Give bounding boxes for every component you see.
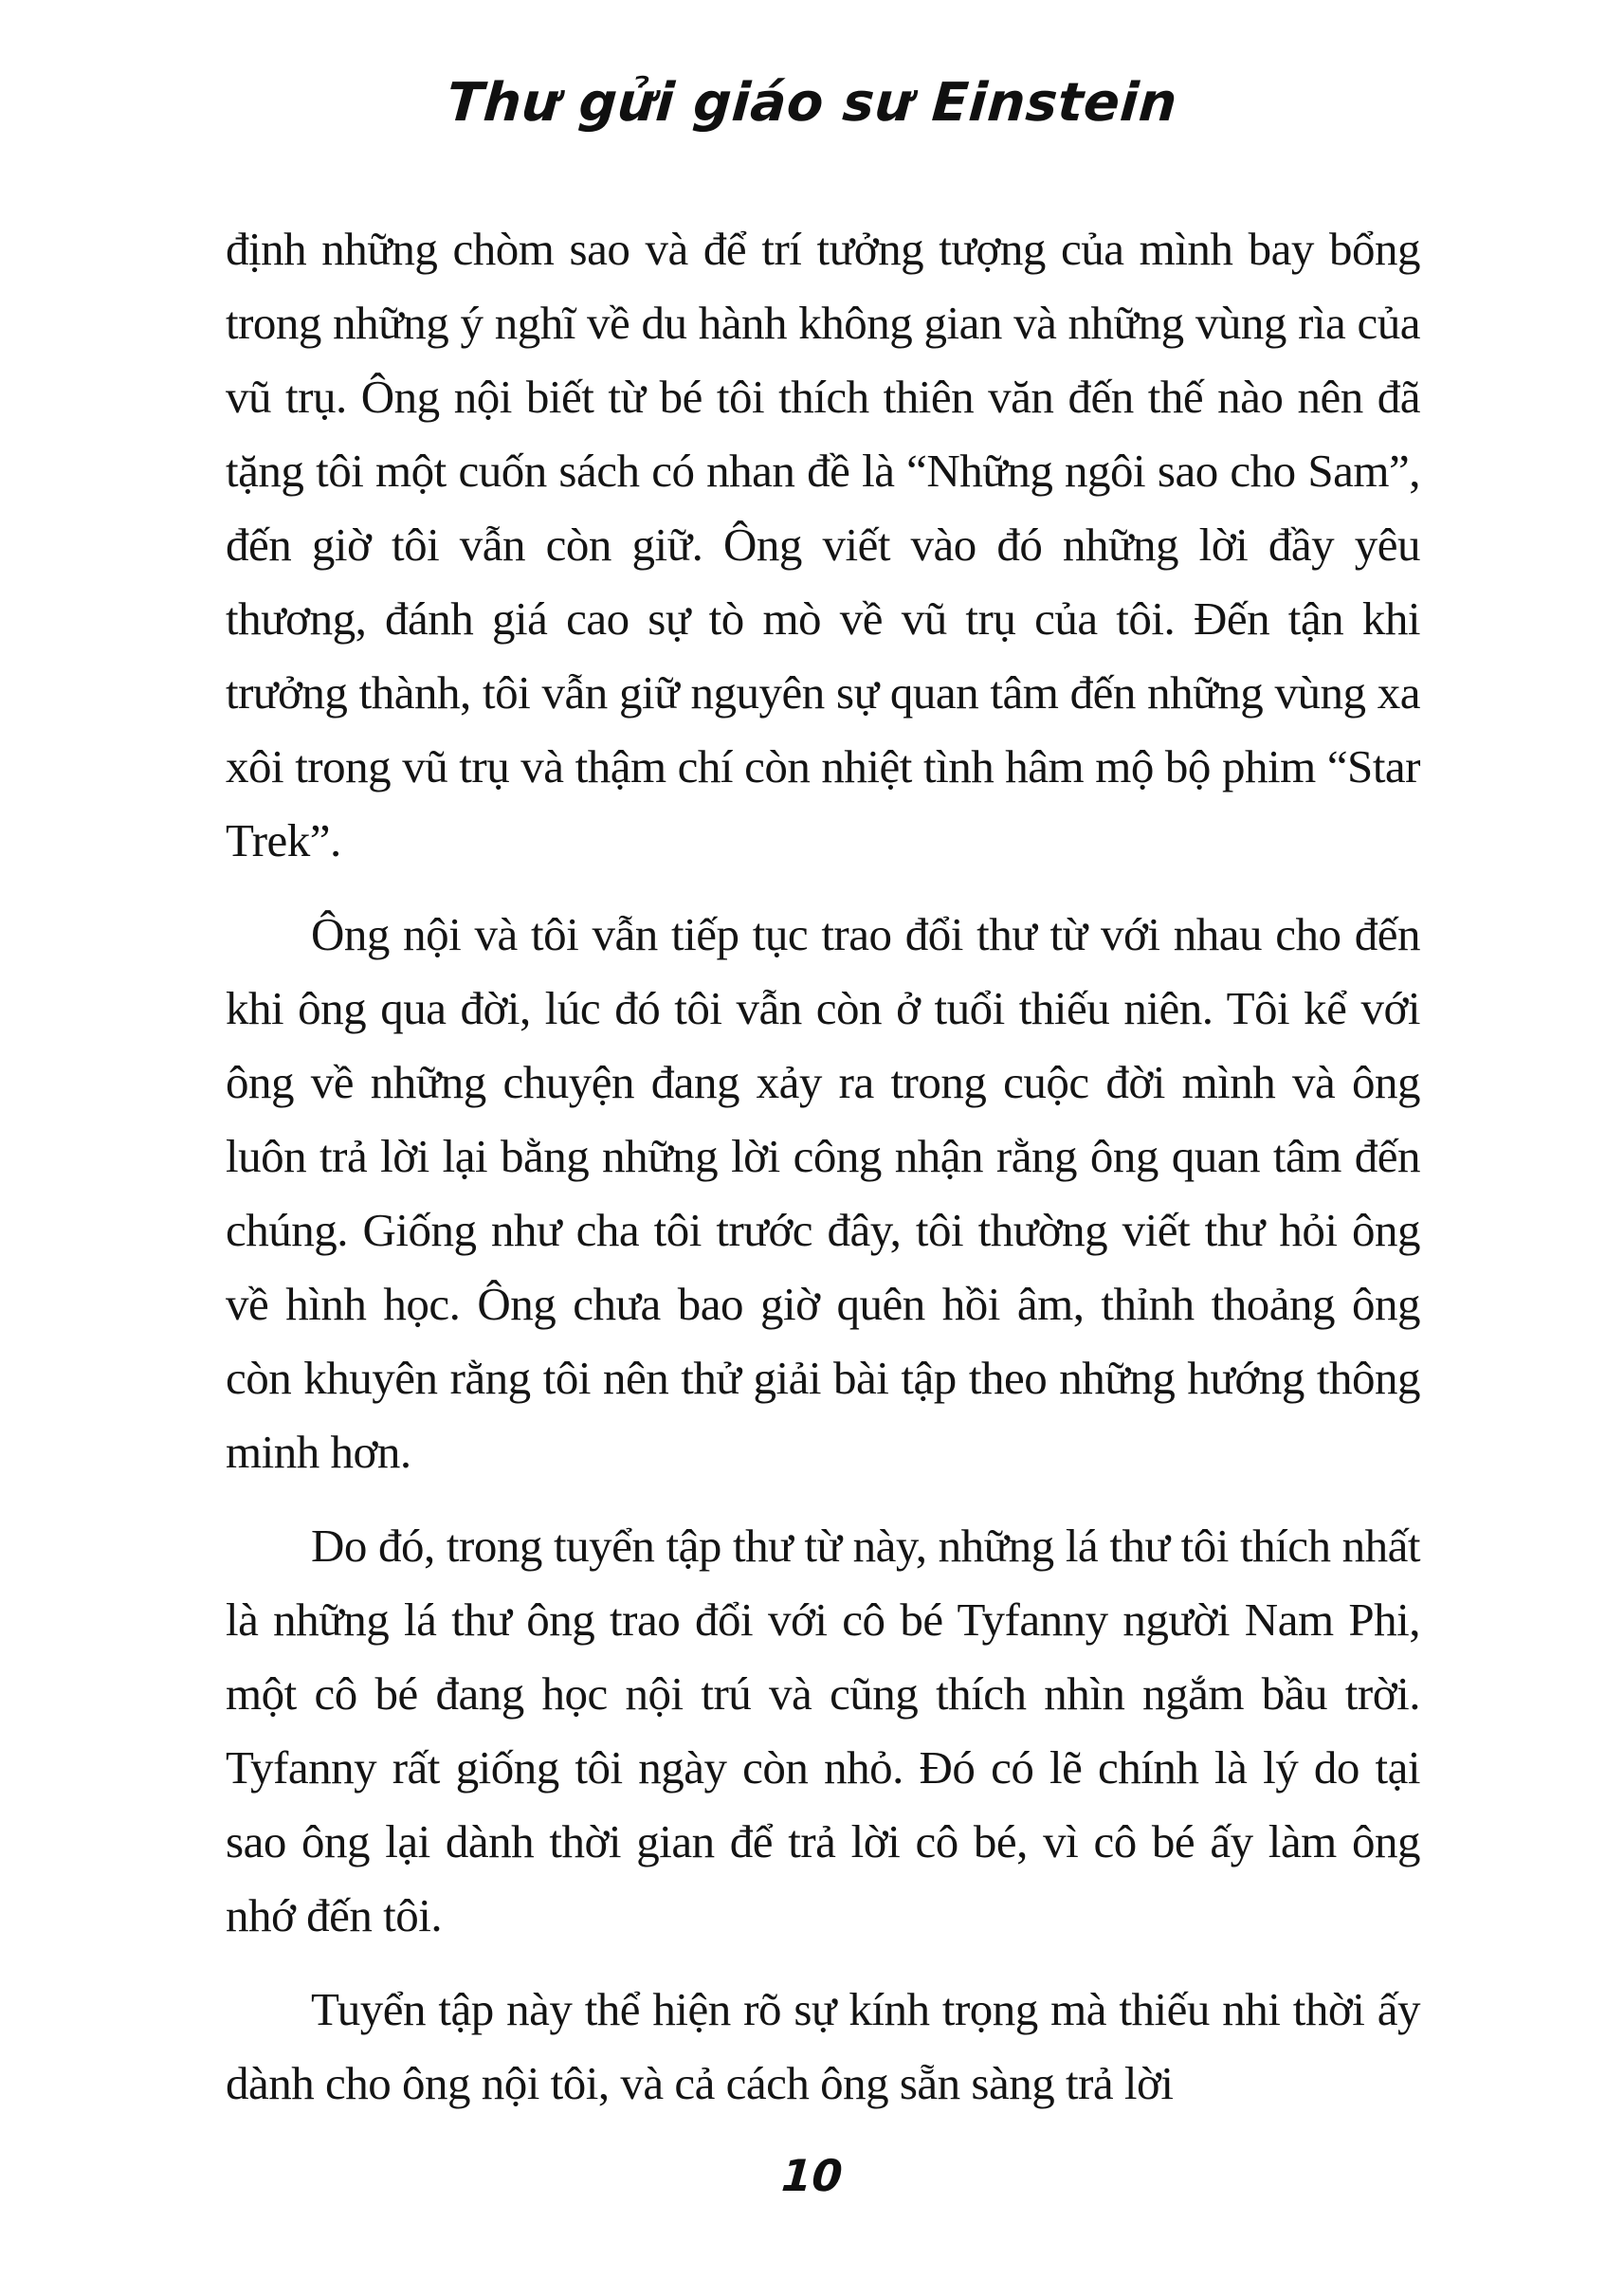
paragraph-2: Ông nội và tôi vẫn tiếp tục trao đổi thư từ với nhau cho đến khi ông qua đời, lúc đó tôi vẫn còn ở tuổi thiếu niên. Tôi kể với ông về những chuyện đang xảy ra trong cuộc đời mình và ông luôn trả lời lại bằng những lời công nhận rằng ông quan tâm đến chúng. Giống như cha tôi trước đây, tôi thường viết thư hỏi ông về hình học. Ông chưa bao giờ quên hồi âm, thỉnh thoảng ông còn khuyên rằng tôi nên thử giải bài tập theo những hướng thông minh hơn. <box>226 908 1420 1478</box>
paragraph-3: Do đó, trong tuyển tập thư từ này, những lá thư tôi thích nhất là những lá thư ông trao đổi với cô bé Tyfanny người Nam Phi, một cô bé đang học nội trú và cũng thích nhìn ngắm bầu trời. Tyfanny rất giống tôi ngày còn nhỏ. Đó có lẽ chính là lý do tại sao ông lại dành thời gian để trả lời cô bé, vì cô bé ấy làm ông nhớ đến tôi. <box>226 1520 1420 1941</box>
text-block <box>226 212 1420 2140</box>
page-number: 10 <box>779 2150 845 2201</box>
running-header-title: Thư gửi giáo sư Einstein <box>445 72 1179 134</box>
paragraph-1: định những chòm sao và để trí tưởng tượng của mình bay bổng trong những ý nghĩ về du hành không gian và những vùng rìa của vũ trụ. Ông nội biết từ bé tôi thích thiên văn đến thế nào nên đã tặng tôi một cuốn sách có nhan đề là “Những ngôi sao cho Sam”, đến giờ tôi vẫn còn giữ. Ông viết vào đó những lời đầy yêu thương, đánh giá cao sự tò mò về vũ trụ của tôi. Đến tận khi trưởng thành, tôi vẫn giữ nguyên sự quan tâm đến những vùng xa xôi trong vũ trụ và thậm chí còn nhiệt tình hâm mộ bộ phim “Star Trek”. <box>226 223 1420 866</box>
paragraph-4: Tuyển tập này thể hiện rõ sự kính trọng mà thiếu nhi thời ấy dành cho ông nội tôi, và cả cách ông sẵn sàng trả lời <box>226 1983 1420 2109</box>
